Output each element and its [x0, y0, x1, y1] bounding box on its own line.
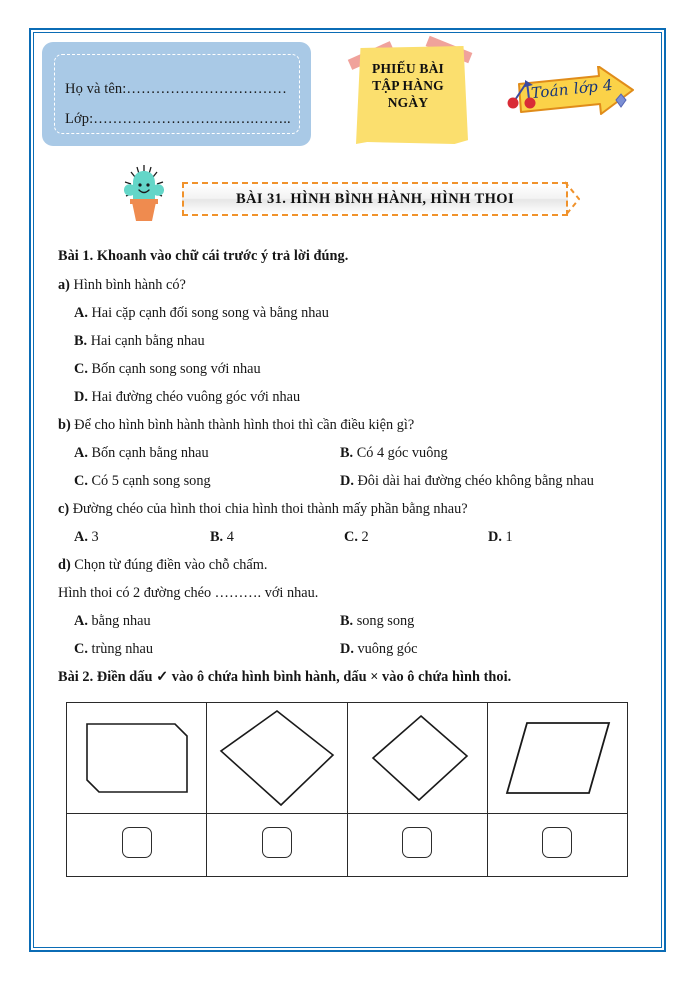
option-letter: C. — [74, 361, 88, 377]
option-letter: C. — [74, 641, 88, 657]
question-c-option-a[interactable] — [74, 529, 99, 546]
shape-cell-1 — [67, 703, 207, 814]
cactus-icon — [113, 163, 175, 223]
question-c-option-d[interactable] — [488, 529, 513, 546]
option-letter: D. — [340, 641, 354, 657]
question-b-label: b) — [58, 417, 71, 433]
question-d-option-b[interactable] — [340, 613, 414, 630]
option-text: Hai đường chéo vuông góc với nhau — [91, 389, 301, 405]
question-d-label: d) — [58, 557, 71, 573]
option-text: song song — [356, 613, 415, 629]
shape-cell-4 — [487, 703, 627, 814]
sticky-line-3: NGÀY — [387, 95, 429, 110]
answer-box-4[interactable] — [542, 827, 572, 858]
question-b-options-row-2 — [58, 473, 658, 489]
exercise2-heading: Bài 2. Điền dấu ✓ vào ô chứa hình bình hành, dấu × vào ô chứa hình thoi. — [58, 669, 512, 685]
option-letter: D. — [74, 389, 88, 405]
answer-cell-1 — [67, 814, 207, 877]
table-row-answer-boxes — [67, 814, 628, 877]
answer-cell-4 — [487, 814, 627, 877]
rhombus-tall-icon — [355, 710, 479, 806]
question-d-text: Chọn từ đúng điền vào chỗ chấm. — [74, 557, 268, 573]
table-row-shapes — [67, 703, 628, 814]
student-info-box — [42, 42, 311, 146]
option-text: Có 5 cạnh song song — [91, 473, 211, 489]
question-c-option-c[interactable] — [344, 529, 369, 546]
option-text: 2 — [361, 529, 369, 545]
question-d-fill-sentence: Hình thoi có 2 đường chéo ………. với nhau. — [58, 585, 319, 601]
option-text: 4 — [226, 529, 234, 545]
lesson-title-banner — [182, 182, 574, 216]
question-d-options-row-2 — [58, 641, 658, 657]
sticky-line-1: PHIẾU BÀI — [372, 61, 444, 76]
question-a-text: Hình bình hành có? — [73, 277, 186, 293]
option-letter: A. — [74, 613, 88, 629]
question-c-option-b[interactable] — [210, 529, 234, 546]
shape-cell-3 — [347, 703, 487, 814]
question-b-options-row-1 — [58, 445, 658, 461]
question-a-option-a[interactable] — [58, 305, 658, 322]
option-text: Hai cặp cạnh đối song song và bằng nhau — [91, 305, 329, 321]
option-text: Có 4 góc vuông — [356, 445, 448, 461]
answer-cell-2 — [207, 814, 347, 877]
question-c-options-row — [58, 529, 658, 545]
answer-box-1[interactable] — [122, 827, 152, 858]
sticky-note-group — [352, 34, 472, 146]
answer-box-3[interactable] — [402, 827, 432, 858]
question-a-label: a) — [58, 277, 70, 293]
option-text: trùng nhau — [91, 641, 154, 657]
answer-cell-3 — [347, 814, 487, 877]
question-b-prompt — [58, 417, 658, 434]
question-b-option-a[interactable] — [74, 445, 209, 462]
option-text: Bốn cạnh bằng nhau — [91, 445, 209, 461]
question-d-prompt — [58, 557, 658, 574]
worksheet-body — [58, 248, 658, 698]
option-text: Đôi dài hai đường chéo không bằng nhau — [357, 473, 594, 489]
question-b-text: Để cho hình bình hành thành hình thoi thì cần điều kiện gì? — [74, 417, 415, 433]
shapes-table — [66, 702, 628, 877]
question-c-prompt — [58, 501, 658, 518]
student-class-field[interactable]: Lớp:…………………….…..….…….. — [65, 111, 291, 127]
question-a-option-d[interactable] — [58, 389, 658, 406]
lesson-title-text: BÀI 31. HÌNH BÌNH HÀNH, HÌNH THOI — [235, 191, 514, 207]
option-text: Hai cạnh bằng nhau — [90, 333, 205, 349]
option-text: Bốn cạnh song song với nhau — [91, 361, 261, 377]
question-c-label: c) — [58, 501, 70, 517]
sticky-line-2: TẬP HÀNG — [372, 78, 444, 93]
shape-cell-2 — [207, 703, 347, 814]
parallelogram-icon — [495, 711, 619, 805]
answer-box-2[interactable] — [262, 827, 292, 858]
question-a-option-c[interactable] — [58, 361, 658, 378]
option-letter: D. — [340, 473, 354, 489]
exercise1-heading: Bài 1. Khoanh vào chữ cái trước ý trả lời đúng. — [58, 248, 349, 264]
option-letter: B. — [340, 445, 354, 461]
option-text: 1 — [505, 529, 513, 545]
arrow-badge-label: Toán lớp 4 — [530, 75, 614, 103]
question-a-prompt — [58, 277, 658, 294]
question-a-option-b[interactable] — [58, 333, 658, 350]
hexagon-cut-rectangle-icon — [75, 710, 199, 806]
option-text: bằng nhau — [91, 613, 151, 629]
option-letter: A. — [74, 305, 88, 321]
question-d-option-c[interactable] — [74, 641, 153, 658]
grade-arrow-badge — [503, 66, 637, 128]
option-letter: B. — [210, 529, 224, 545]
question-d-options-row-1 — [58, 613, 658, 629]
option-letter: D. — [488, 529, 502, 545]
option-letter: A. — [74, 445, 88, 461]
option-text: 3 — [91, 529, 99, 545]
question-b-option-d[interactable] — [340, 473, 594, 490]
option-letter: C. — [344, 529, 358, 545]
question-d-option-a[interactable] — [74, 613, 151, 630]
option-letter: C. — [74, 473, 88, 489]
question-b-option-b[interactable] — [340, 445, 448, 462]
option-text: vuông góc — [357, 641, 418, 657]
question-c-text: Đường chéo của hình thoi chia hình thoi thành mấy phần bằng nhau? — [72, 501, 468, 517]
question-d-option-d[interactable] — [340, 641, 417, 658]
rhombus-wide-icon — [215, 707, 339, 809]
option-letter: B. — [74, 333, 88, 349]
student-name-field[interactable]: Họ và tên:…………………………… — [65, 81, 287, 97]
option-letter: A. — [74, 529, 88, 545]
question-b-option-c[interactable] — [74, 473, 211, 490]
sticky-note-text — [352, 60, 464, 111]
student-info-dashed-border — [54, 54, 300, 134]
option-letter: B. — [340, 613, 354, 629]
